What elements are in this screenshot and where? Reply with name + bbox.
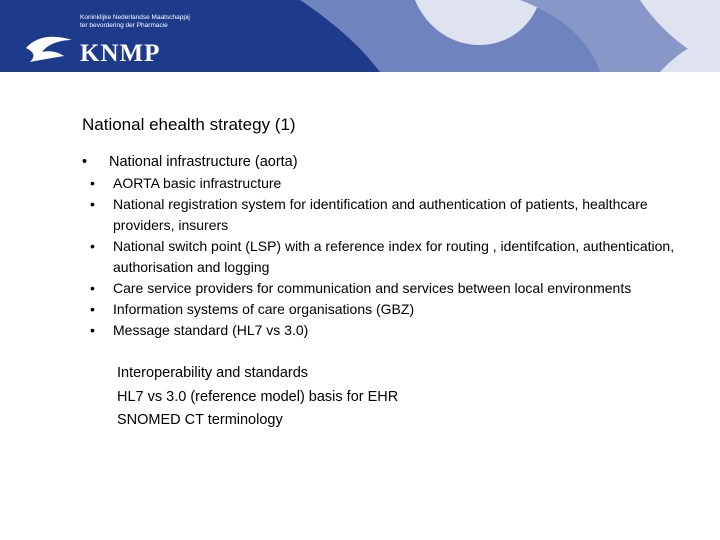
bullet-icon: • (90, 280, 95, 296)
header-banner (0, 0, 720, 72)
main-item-text: National infrastructure (aorta) (109, 154, 298, 170)
list-item (82, 278, 682, 299)
list-item (82, 194, 682, 236)
logo-tagline: Koninklijke Nederlandse Maatschappij ter bevordering der Pharmacie (80, 14, 190, 29)
bullet-icon: • (90, 175, 95, 191)
sub-item-text: National switch point (LSP) with a reference index for routing , identifcation, authentication, authorisation and logging (113, 238, 675, 275)
sub-item-text: Information systems of care organisations (GBZ) (113, 301, 415, 317)
knmp-logo-icon (24, 30, 76, 64)
bullet-icon: • (82, 154, 88, 170)
main-bullet-item (82, 152, 682, 173)
slide-title: National ehealth strategy (1) (82, 115, 296, 134)
section-line: HL7 vs 3.0 (reference model) basis for EHR (117, 388, 399, 405)
list-item (82, 299, 682, 320)
list-item (82, 320, 682, 341)
bullet-icon: • (90, 301, 95, 317)
sub-item-text: Message standard (HL7 vs 3.0) (113, 322, 309, 338)
bullet-icon: • (90, 322, 95, 338)
interoperability-section (82, 362, 682, 433)
bullet-icon: • (90, 196, 95, 212)
sub-bullet-list (82, 173, 682, 341)
slide-content (82, 152, 682, 433)
logo-brand: KNMP (80, 40, 161, 67)
section-line: SNOMED CT terminology (117, 412, 283, 428)
list-item (82, 236, 682, 278)
sub-item-text: AORTA basic infrastructure (113, 175, 282, 191)
section-heading: Interoperability and standards (117, 365, 309, 381)
bullet-icon: • (90, 238, 95, 254)
knmp-logo (24, 8, 224, 68)
sub-item-text: National registration system for identification and authentication of patients, healthcare providers, insurers (113, 196, 648, 233)
sub-item-text: Care service providers for communication and services between local environments (113, 280, 632, 296)
list-item (82, 173, 682, 194)
